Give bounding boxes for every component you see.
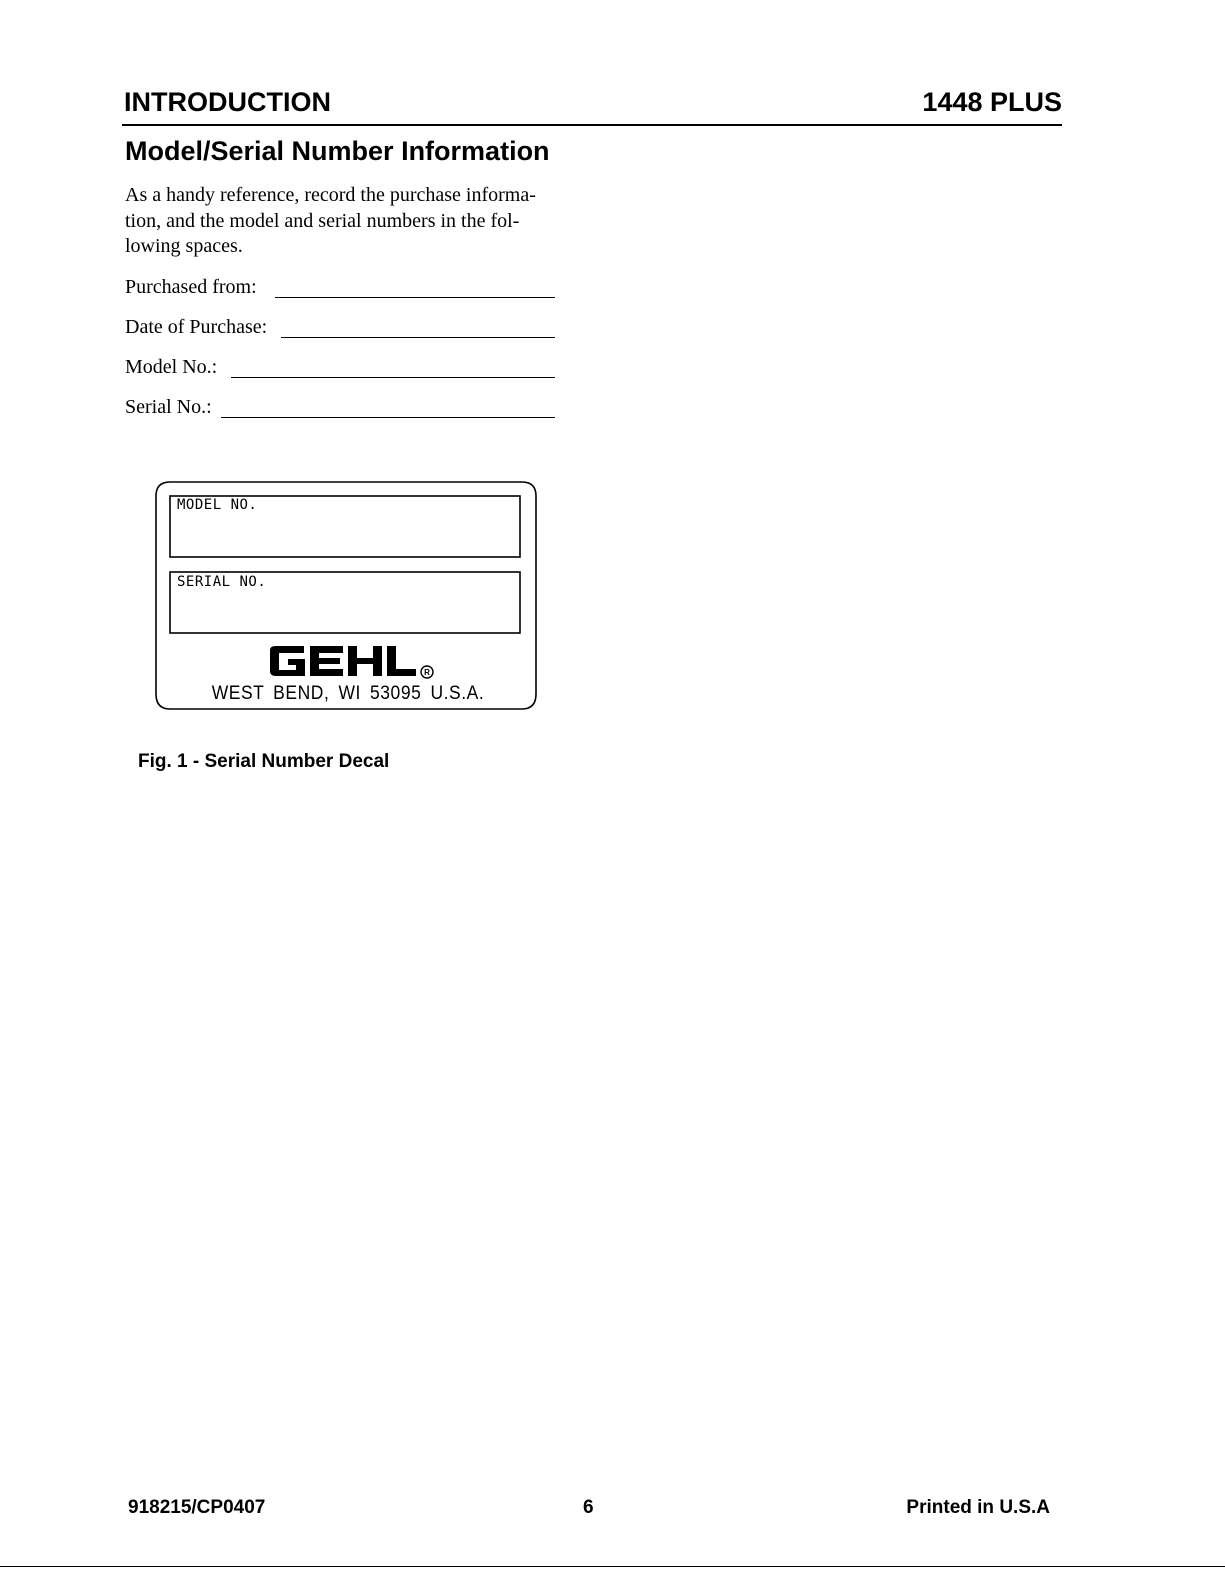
purchased-from-label: Purchased from:: [125, 276, 257, 298]
page-title: Model/Serial Number Information: [125, 136, 550, 166]
serial-no-label: Serial No.:: [125, 396, 212, 418]
date-of-purchase-field: [125, 313, 555, 339]
purchased-from-field: [125, 273, 555, 299]
serial-number-decal: [150, 476, 546, 716]
intro-line: As a handy reference, record the purchase informa-: [125, 184, 536, 206]
intro-line: tion, and the model and serial numbers in the fol-: [125, 209, 520, 232]
header-model-name: 1448 PLUS: [922, 87, 1062, 117]
bottom-border: [0, 1566, 1225, 1567]
model-no-blank: [231, 358, 555, 378]
footer-part-number: 918215/CP0407: [128, 1497, 266, 1518]
model-no-field: [125, 353, 555, 379]
decal-address: WEST BEND, WI 53095 U.S.A.: [211, 683, 485, 704]
date-of-purchase-blank: [281, 318, 555, 338]
purchased-from-blank: [275, 278, 555, 298]
date-of-purchase-label: Date of Purchase:: [125, 316, 268, 338]
intro-paragraph: [125, 183, 585, 260]
intro-line: lowing spaces.: [125, 235, 243, 257]
gehl-logo-icon: [268, 644, 438, 680]
header-divider: [122, 124, 1062, 126]
serial-no-field: [125, 393, 555, 419]
footer-page-number: 6: [583, 1497, 594, 1518]
decal-serial-label: SERIAL NO.: [177, 574, 267, 590]
decal-model-label: MODEL NO.: [177, 497, 258, 513]
figure-caption: Fig. 1 - Serial Number Decal: [138, 751, 390, 772]
serial-no-blank: [221, 398, 555, 418]
model-no-label: Model No.:: [125, 356, 218, 378]
footer-printed-in: Printed in U.S.A: [906, 1497, 1050, 1518]
registered-mark: R: [424, 668, 430, 677]
header-section-title: INTRODUCTION: [124, 87, 331, 117]
